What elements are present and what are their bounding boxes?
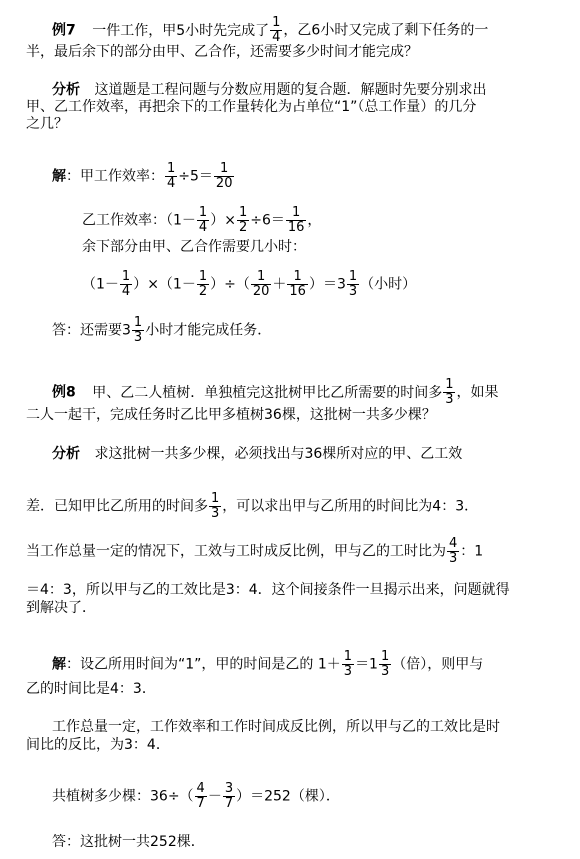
fraction: $\frac{1}{4}$: [167, 161, 176, 191]
fraction: $\frac{1}{16}$: [289, 269, 306, 299]
solution-label: 解: [52, 656, 66, 673]
ex8-analysis-line4: ＝4：3，所以甲与乙的工效比是3：4．这个间接条件一旦揭示出来，问题就得: [26, 582, 510, 598]
fraction: $\frac{1}{3}$: [133, 315, 143, 345]
fraction: $\frac{1}{20}$: [215, 161, 233, 191]
ex8-analysis-line2: 差．已知甲比乙所用的时间多 $\frac{1}{3}$ ，可以求出甲与乙所用的时间比为4：3．: [26, 491, 479, 521]
ex7-label: 例7: [52, 22, 76, 39]
ex8-solution-line2: 乙的时间比是4：3．: [26, 681, 156, 697]
ex8-analysis-line5: 到解决了．: [26, 600, 96, 616]
fraction: $\frac{1}{3}$: [445, 377, 454, 407]
fraction: $\frac{1}{2}$: [198, 269, 208, 299]
analysis-label: 分析: [52, 82, 80, 98]
fraction: $\frac{1}{20}$: [252, 269, 270, 299]
fraction: $\frac{4}{3}$: [449, 536, 458, 566]
fraction: $\frac{1}{4}$: [121, 269, 131, 299]
ex8-solution-line1: 解：设乙所用时间为“1”，甲的时间是乙的 1＋ $\frac{1}{3}$ ＝1 $\frac{1}{3}$ （倍），则甲与: [52, 649, 484, 679]
ex7-solution-line1: 解：甲工作效率： $\frac{1}{4}$ ÷5＝ $\frac{1}{20}$: [52, 161, 233, 191]
solution-label: 解: [52, 168, 66, 185]
fraction: $\frac{1}{4}$: [198, 205, 208, 235]
fraction: $\frac{3}{7}$: [224, 781, 234, 811]
ex7-line2: 半，最后余下的部分由甲、乙合作，还需要多少时间才能完成？: [26, 44, 418, 60]
ex8-label: 例8: [52, 384, 76, 401]
ex8-line2: 二人一起干，完成任务时乙比甲多植树36棵，这批树一共多少棵？: [26, 407, 436, 423]
ex7-answer: 答：还需要3 $\frac{1}{3}$ 小时才能完成任务．: [52, 315, 272, 345]
fraction: $\frac{1}{3}$: [211, 491, 220, 521]
ex8-solution-line4: 间比的反比，为3：4．: [26, 737, 170, 753]
analysis-label: 分析: [52, 446, 80, 462]
ex7-analysis-line2: 甲、乙工作效率，再把余下的工作量转化为占单位“1”（总工作量）的几分: [26, 99, 477, 115]
ex8-answer: 答：这批树一共252棵．: [52, 834, 205, 850]
fraction: $\frac{1}{3}$: [343, 649, 353, 679]
ex7-analysis-line1: 分析 这道题是工程问题与分数应用题的复合题．解题时先要分别求出: [52, 82, 487, 98]
fraction: $\frac{1}{3}$: [380, 649, 390, 679]
ex7-solution-line2: 乙工作效率：（1－ $\frac{1}{4}$ ）× $\frac{1}{2}$ ÷6＝ $\frac{1}{16}$ ，: [82, 205, 322, 235]
ex8-analysis-line1: 分析 求这批树一共多少棵，必须找出与36棵所对应的甲、乙工效: [52, 446, 463, 462]
fraction: $\frac{4}{7}$: [196, 781, 205, 811]
ex8-line1: 例8 甲、乙二人植树．单独植完这批树甲比乙所需要的时间多 $\frac{1}{3}$ ，如果: [52, 377, 499, 407]
ex8-solution-line3: 工作总量一定，工作效率和工作时间成反比例，所以甲与乙的工效比是时: [52, 719, 500, 735]
ex7-analysis-line3: 之几？: [26, 116, 68, 132]
ex7-solution-line4: （1－ $\frac{1}{4}$ ）×（1－ $\frac{1}{2}$ ）÷（ $\frac{1}{20}$ ＋ $\frac{1}{16}$ ）＝3 $\frac{1}{3}$ （小时）: [82, 269, 417, 299]
fraction: $\frac{1}{2}$: [238, 205, 248, 235]
ex7-line1: [52, 16, 488, 45]
ex7-solution-line3: 余下部分由甲、乙合作需要几小时：: [82, 239, 306, 255]
ex8-analysis-line3: 当工作总量一定的情况下，工效与工时成反比例，甲与乙的工时比为 $\frac{4}{3}$ ：1: [26, 536, 484, 566]
ex7-text: 一件工作，甲5小时先完成了: [92, 22, 270, 39]
fraction: $\frac{1}{16}$: [287, 205, 305, 235]
fraction: $\frac{1}{4}$: [272, 15, 281, 45]
fraction: $\frac{1}{3}$: [348, 269, 358, 299]
ex8-solution-line5: 共植树多少棵：36÷（ $\frac{4}{7}$ － $\frac{3}{7}$ ）＝252（棵）．: [52, 781, 340, 811]
ex7-text: ，乙6小时又完成了剩下任务的一: [283, 22, 489, 39]
